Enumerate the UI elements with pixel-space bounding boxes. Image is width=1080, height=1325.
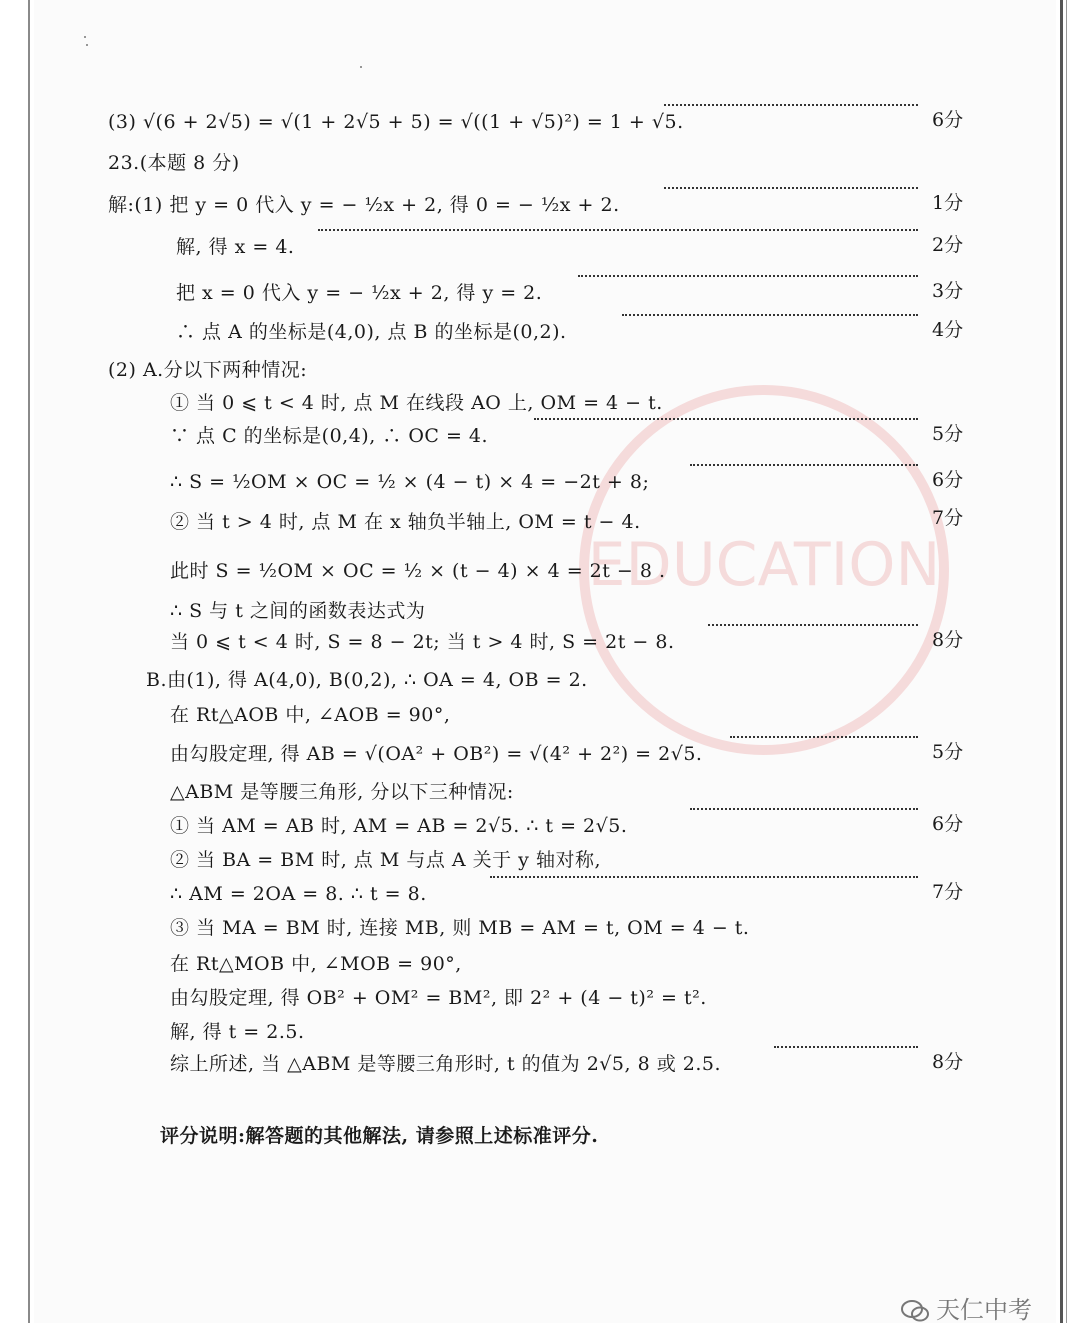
page-right-border [1060,0,1063,1323]
scan-speck [360,66,362,68]
score-label: 5分 [932,741,964,763]
score-leader-dots [690,808,918,810]
score-leader-dots [690,464,918,466]
answer-line: ① 当 0 ⩽ t < 4 时, 点 M 在线段 AO 上, OM = 4 − t. [170,392,663,414]
wechat-account-name: 天仁中考 [936,1296,1032,1324]
wechat-icon [900,1299,930,1323]
answer-line: ① 当 AM = AB 时, AM = AB = 2√5. ∴ t = 2√5. [170,815,628,837]
wechat-account-tag [900,1290,1032,1325]
answer-line: 此时 S = ½OM × OC = ½ × (t − 4) × 4 = 2t − 8 . [170,560,666,582]
score-leader-dots [622,314,918,316]
answer-line: B.由(1), 得 A(4,0), B(0,2), ∴ OA = 4, OB = 2. [146,669,588,691]
answer-line: 在 Rt△AOB 中, ∠AOB = 90°, [170,704,451,726]
answer-line: ② 当 BA = BM 时, 点 M 与点 A 关于 y 轴对称, [170,849,601,871]
score-leader-dots [578,275,918,277]
score-label: 1分 [932,192,964,214]
answer-line: ∴ 点 A 的坐标是(4,0), 点 B 的坐标是(0,2). [176,321,567,343]
score-label: 6分 [932,813,964,835]
answer-line: (2) A.分以下两种情况: [108,359,308,381]
grading-note: 评分说明:解答题的其他解法, 请参照上述标准评分. [160,1125,599,1147]
score-leader-dots [730,736,918,738]
page-left-border [28,0,30,1323]
answer-line: ∴ AM = 2OA = 8. ∴ t = 8. [170,883,427,905]
answer-line: 解, 得 t = 2.5. [170,1021,305,1043]
answer-line: 解, 得 x = 4. [176,236,295,258]
score-label: 7分 [932,507,964,529]
score-leader-dots [664,187,918,189]
score-label: 2分 [932,234,964,256]
answer-line: 由勾股定理, 得 OB² + OM² = BM², 即 2² + (4 − t)² = t². [170,987,707,1009]
answer-line: 综上所述, 当 △ABM 是等腰三角形时, t 的值为 2√5, 8 或 2.5. [170,1053,721,1075]
score-label: 6分 [932,469,964,491]
score-label: 8分 [932,1051,964,1073]
score-label: 5分 [932,423,964,445]
score-label: 8分 [932,629,964,651]
score-leader-dots [708,624,918,626]
scan-speck [84,36,86,38]
score-leader-dots [534,418,918,420]
scan-speck [86,44,88,46]
answer-line: △ABM 是等腰三角形, 分以下三种情况: [170,781,514,803]
answer-line: 把 x = 0 代入 y = − ½x + 2, 得 y = 2. [176,282,543,304]
score-label: 6分 [932,109,964,131]
answer-line: ∴ S = ½OM × OC = ½ × (4 − t) × 4 = −2t + 8; [170,471,650,493]
score-label: 7分 [932,881,964,903]
score-leader-dots [490,876,918,878]
answer-line: (3) √(6 + 2√5) = √(1 + 2√5 + 5) = √((1 + √5)²) = 1 + √5. [108,111,684,133]
score-leader-dots [774,1046,918,1048]
answer-line: 解:(1) 把 y = 0 代入 y = − ½x + 2, 得 0 = − ½x + 2. [108,194,620,216]
score-label: 4分 [932,319,964,341]
score-leader-dots [664,104,918,106]
answer-line: ∵ 点 C 的坐标是(0,4), ∴ OC = 4. [170,425,489,447]
watermark-text: EDUCATION [587,530,941,600]
score-leader-dots [318,229,918,231]
answer-line: 由勾股定理, 得 AB = √(OA² + OB²) = √(4² + 2²) = 2√5. [170,743,703,765]
score-label: 3分 [932,280,964,302]
answer-line: ② 当 t > 4 时, 点 M 在 x 轴负半轴上, OM = t − 4. [170,511,641,533]
scanned-page [34,0,1056,1323]
answer-line: 当 0 ⩽ t < 4 时, S = 8 − 2t; 当 t > 4 时, S = 2t − 8. [170,631,675,653]
answer-line: ∴ S 与 t 之间的函数表达式为 [170,600,426,622]
answer-line: 23.(本题 8 分) [108,152,240,174]
answer-line: 在 Rt△MOB 中, ∠MOB = 90°, [170,953,462,975]
page-right-border-inner [1066,0,1067,1323]
answer-line: ③ 当 MA = BM 时, 连接 MB, 则 MB = AM = t, OM = 4 − t. [170,917,750,939]
